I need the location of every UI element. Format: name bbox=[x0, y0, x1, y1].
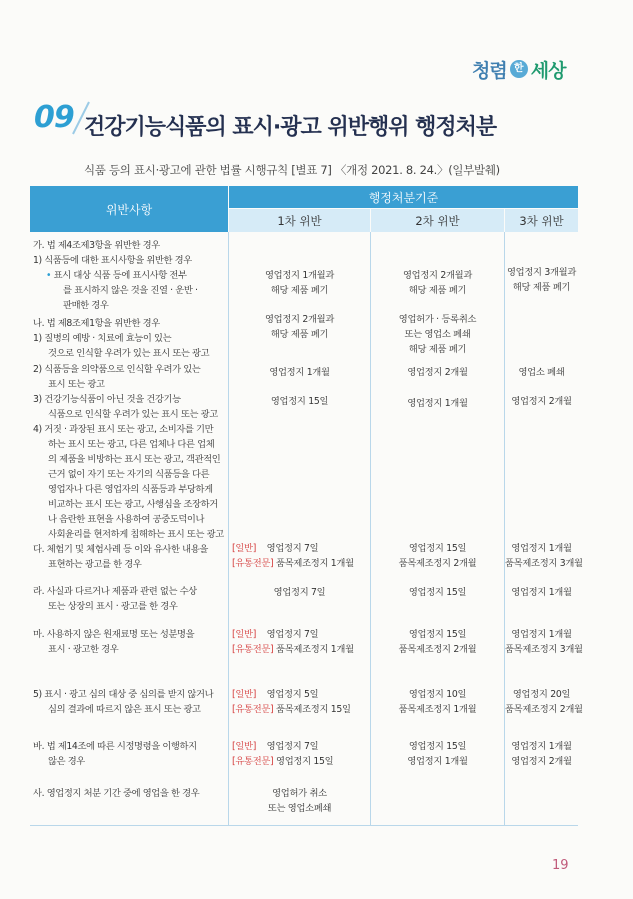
cell-third: 영업정지 1개월 bbox=[511, 587, 572, 598]
cell-text: 해당 제품 폐기 bbox=[408, 285, 467, 296]
violation-ga: 가. 법 제4조제3항을 위반한 경우 bbox=[33, 240, 160, 251]
cell-first: 영업정지 15일 bbox=[270, 396, 329, 407]
cell-text: 또는 영업소 폐쇄 bbox=[404, 329, 471, 340]
cell-first bbox=[229, 268, 370, 298]
cell-text: 영업정지 1개월 bbox=[407, 756, 468, 767]
cell-second: 영업정지 1개월 bbox=[407, 398, 468, 409]
cell-third bbox=[505, 265, 578, 295]
violation-text: 사회윤리를 현저하게 침해하는 표시 또는 광고 bbox=[48, 529, 224, 540]
cell-first bbox=[232, 627, 370, 657]
violation-na: 나. 법 제8조제1항을 위반한 경우 bbox=[33, 318, 160, 329]
logo-text-1: 청렴 bbox=[472, 59, 507, 82]
tag-distribution: [유통전문] bbox=[232, 644, 274, 655]
header-second: 2차 위반 bbox=[371, 209, 504, 232]
violation-text: 표시 또는 광고 bbox=[48, 379, 105, 390]
cell-second bbox=[371, 268, 504, 298]
cell-text: 영업정지 1개월 bbox=[511, 629, 572, 640]
cell-third bbox=[505, 687, 583, 717]
violation-text: 를 표시하지 않은 것을 진열 · 운반 · bbox=[63, 285, 198, 296]
page-title: 건강기능식품의 표시·광고 위반행위 행정처분 bbox=[84, 115, 497, 140]
cell-text: 영업정지 15일 bbox=[408, 629, 467, 640]
cell-text: 품목제조정지 1개월 bbox=[398, 704, 477, 715]
cell-text: 영업정지 7일 bbox=[266, 629, 319, 640]
violation-text: 또는 상장의 표시 · 광고를 한 경우 bbox=[48, 601, 178, 612]
violation-text: 의 제품을 비방하는 표시 또는 광고, 객관적인 bbox=[48, 454, 221, 465]
column-divider bbox=[504, 232, 505, 826]
violation-ba: 바. 법 제14조에 따른 시정명령을 이행하지 bbox=[33, 741, 197, 752]
violation-text: 영업자나 다른 영업자의 식품등과 부당하게 bbox=[48, 484, 213, 495]
cell-second: 영업정지 2개월 bbox=[407, 367, 468, 378]
cell-text: 품목제조정지 1개월 bbox=[276, 644, 354, 655]
cell-text: 영업허가 취소 bbox=[272, 788, 327, 799]
logo bbox=[472, 50, 592, 88]
cell-second bbox=[371, 739, 504, 769]
cell-third bbox=[505, 739, 578, 769]
tag-general: [일반] bbox=[232, 689, 257, 700]
violation-text: 비교하는 표시 또는 광고, 사행심을 조장하거 bbox=[48, 499, 218, 510]
cell-text: 영업정지 15일 bbox=[408, 741, 467, 752]
page-subtitle: 식품 등의 표시·광고에 관한 법률 시행규칙 [별표 7] 〈개정 2021. 8. 24.〉(일부발췌) bbox=[84, 163, 500, 177]
violation-text: 표시 대상 식품 등에 표시사항 전부 bbox=[53, 270, 187, 281]
violation-na-1: 1) 질병의 예방 · 치료에 효능이 있는 bbox=[33, 333, 172, 344]
cell-text: 해당 제품 폐기 bbox=[408, 344, 467, 355]
cell-first: 영업정지 7일 bbox=[273, 587, 326, 598]
cell-text: 영업정지 3개월과 bbox=[506, 267, 577, 278]
violation-na-4: 4) 거짓 · 과장된 표시 또는 광고, 소비자를 기만 bbox=[33, 424, 214, 435]
violation-ga-1-item bbox=[46, 268, 187, 284]
cell-text: 품목제조정지 1개월 bbox=[276, 558, 354, 569]
cell-text: 영업정지 1개월 bbox=[511, 543, 572, 554]
violation-text: 표현하는 광고를 한 경우 bbox=[48, 559, 142, 570]
cell-second bbox=[371, 312, 504, 357]
cell-third: 영업정지 2개월 bbox=[511, 396, 572, 407]
logo-circle: 한 bbox=[510, 60, 528, 78]
cell-third bbox=[505, 541, 583, 571]
tag-distribution: [유통전문] bbox=[232, 756, 274, 767]
violation-text: 않은 경우 bbox=[48, 756, 85, 767]
violation-text: 것으로 인식할 우려가 있는 표시 또는 광고 bbox=[48, 348, 210, 359]
violation-ra: 라. 사실과 다르거나 제품과 관련 없는 수상 bbox=[33, 586, 197, 597]
cell-text: 영업정지 15일 bbox=[408, 543, 467, 554]
tag-distribution: [유통전문] bbox=[232, 558, 274, 569]
cell-text: 품목제조정지 2개월 bbox=[398, 644, 477, 655]
cell-first bbox=[232, 541, 370, 571]
cell-second bbox=[371, 627, 504, 657]
violation-text: 심의 결과에 따르지 않은 표시 또는 광고 bbox=[48, 704, 201, 715]
violation-text: 식품으로 인식할 우려가 있는 표시 또는 광고 bbox=[48, 409, 218, 420]
header-disposition: 행정처분기준 bbox=[229, 186, 578, 208]
cell-first bbox=[232, 739, 370, 769]
cell-third bbox=[505, 627, 583, 657]
page-number: 19 bbox=[552, 858, 569, 873]
cell-text: 영업정지 2개월 bbox=[511, 756, 572, 767]
cell-first: 영업정지 1개월 bbox=[269, 367, 330, 378]
violation-text: 나 음란한 표현을 사용하여 공중도덕이나 bbox=[48, 514, 205, 525]
header-violation: 위반사항 bbox=[30, 186, 228, 232]
cell-second: 영업정지 15일 bbox=[408, 587, 467, 598]
cell-first bbox=[229, 786, 370, 816]
violation-5: 5) 표시 · 광고 심의 대상 중 심의를 받지 않거나 bbox=[33, 689, 214, 700]
logo-text-2: 세상 bbox=[530, 59, 566, 82]
cell-second bbox=[371, 541, 504, 571]
cell-first bbox=[232, 687, 370, 717]
violation-text: 근거 없이 자기 또는 자기의 식품등을 다른 bbox=[48, 469, 210, 480]
violation-text: 판매한 경우 bbox=[63, 300, 109, 311]
cell-text: 영업정지 20일 bbox=[512, 689, 571, 700]
cell-text: 품목제조정지 15일 bbox=[276, 704, 351, 715]
cell-text: 품목제조정지 2개월 bbox=[398, 558, 477, 569]
cell-text: 품목제조정지 2개월 bbox=[505, 704, 583, 715]
cell-text: 영업정지 5일 bbox=[266, 689, 319, 700]
tag-general: [일반] bbox=[232, 629, 257, 640]
violation-ga-1: 1) 식품등에 대한 표시사항을 위반한 경우 bbox=[33, 255, 192, 266]
cell-text: 영업정지 10일 bbox=[408, 689, 467, 700]
cell-text: 해당 제품 폐기 bbox=[512, 282, 571, 293]
violation-text: 하는 표시 또는 광고, 다른 업체나 다른 업체 bbox=[48, 439, 215, 450]
disposition-table bbox=[30, 186, 583, 826]
cell-text: 영업정지 2개월과 bbox=[402, 270, 473, 281]
violation-ma: 마. 사용하지 않은 원재료명 또는 성분명을 bbox=[33, 629, 195, 640]
cell-text: 품목제조정지 3개월 bbox=[505, 558, 583, 569]
cell-text: 품목제조정지 3개월 bbox=[505, 644, 583, 655]
violation-sa: 사. 영업정지 처분 기간 중에 영업을 한 경우 bbox=[33, 788, 200, 799]
cell-text: 영업정지 2개월과 bbox=[264, 314, 335, 325]
table-bottom-line bbox=[30, 825, 578, 826]
header-third: 3차 위반 bbox=[505, 209, 578, 232]
cell-text: 영업정지 15일 bbox=[276, 756, 334, 767]
tag-general: [일반] bbox=[232, 543, 257, 554]
violation-na-2: 2) 식품등을 의약품으로 인식할 우려가 있는 bbox=[33, 364, 201, 375]
header-first: 1차 위반 bbox=[229, 209, 370, 232]
violation-na-3: 3) 건강기능식품이 아닌 것을 건강기능 bbox=[33, 394, 181, 405]
violation-text: 표시 · 광고한 경우 bbox=[48, 644, 119, 655]
section-number: 09 bbox=[34, 100, 74, 135]
cell-third: 영업소 폐쇄 bbox=[518, 367, 565, 378]
cell-text: 영업정지 1개월과 bbox=[264, 270, 335, 281]
tag-general: [일반] bbox=[232, 741, 257, 752]
cell-text: 영업정지 1개월 bbox=[511, 741, 572, 752]
tag-distribution: [유통전문] bbox=[232, 704, 274, 715]
bullet-icon: • bbox=[46, 270, 52, 281]
cell-text: 해당 제품 폐기 bbox=[270, 329, 329, 340]
violation-da: 다. 체험기 및 체험사례 등 이와 유사한 내용을 bbox=[33, 544, 208, 555]
cell-text: 영업허가 · 등록취소 bbox=[398, 314, 477, 325]
cell-text: 해당 제품 폐기 bbox=[270, 285, 329, 296]
cell-text: 영업정지 7일 bbox=[266, 543, 319, 554]
cell-text: 영업정지 7일 bbox=[266, 741, 319, 752]
cell-first bbox=[229, 312, 370, 342]
cell-second bbox=[371, 687, 504, 717]
cell-text: 또는 영업소폐쇄 bbox=[267, 803, 332, 814]
